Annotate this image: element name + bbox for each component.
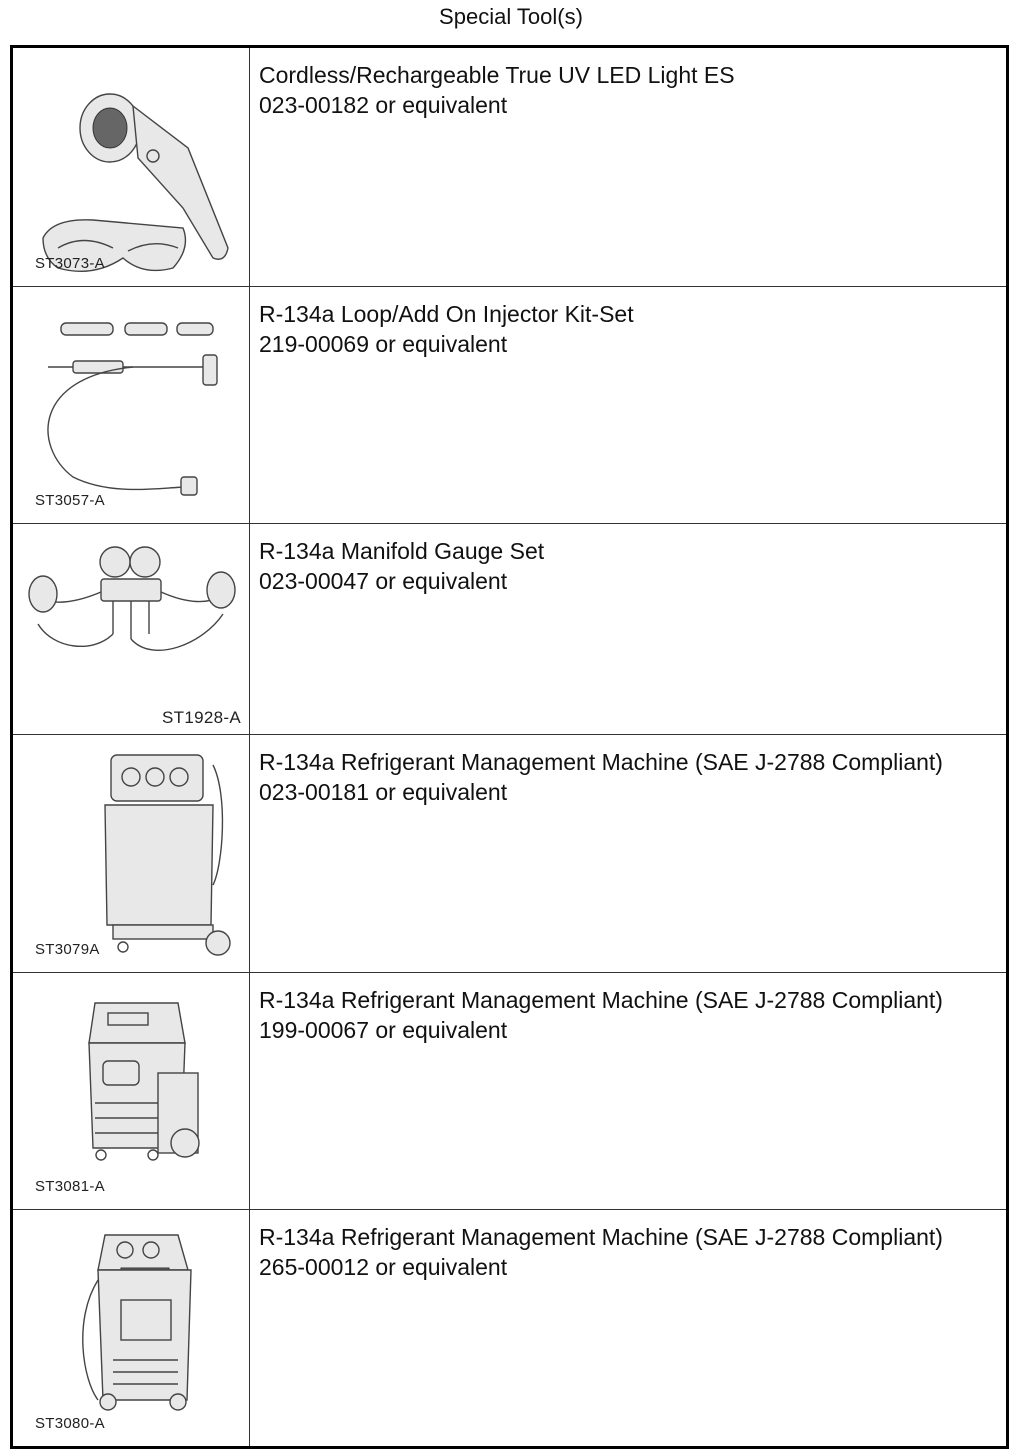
tool-row (12, 973, 1008, 1210)
tool-name: R-134a Refrigerant Management Machine (SAE J-2788 Compliant) (259, 1224, 943, 1250)
manifold-gauge-illustration (13, 524, 249, 734)
tool-code: ST3081-A (35, 1178, 105, 1195)
tool-part-number: 199-00067 or equivalent (259, 1017, 508, 1043)
tool-description-cell (250, 735, 1008, 973)
tool-row (12, 287, 1008, 524)
tool-code: ST3057-A (35, 492, 105, 509)
tool-name: R-134a Refrigerant Management Machine (SAE J-2788 Compliant) (259, 987, 943, 1013)
injector-kit-illustration (13, 287, 249, 523)
tool-name: R-134a Loop/Add On Injector Kit-Set (259, 301, 634, 327)
tool-row (12, 524, 1008, 735)
tool-code: ST3079A (35, 941, 100, 958)
refrigerant-machine-illustration (13, 973, 249, 1209)
tool-image-cell (12, 735, 250, 973)
tool-description-cell (250, 524, 1008, 735)
tool-code: ST3073-A (35, 255, 105, 272)
tool-image-cell (12, 287, 250, 524)
tool-part-number: 023-00182 or equivalent (259, 92, 508, 118)
uv-light-glasses-illustration (13, 48, 249, 286)
tool-part-number: 023-00181 or equivalent (259, 779, 508, 805)
tool-description-cell (250, 1210, 1008, 1448)
page-title: Special Tool(s) (439, 4, 583, 29)
tool-row (12, 1210, 1008, 1448)
tool-image-cell (12, 524, 250, 735)
tool-name: R-134a Refrigerant Management Machine (SAE J-2788 Compliant) (259, 749, 943, 775)
tool-part-number: 023-00047 or equivalent (259, 568, 508, 594)
tool-image-cell (12, 973, 250, 1210)
tool-code: ST1928-A (162, 708, 241, 727)
tool-code: ST3080-A (35, 1415, 105, 1432)
tool-name: R-134a Manifold Gauge Set (259, 538, 545, 564)
tool-image-cell (12, 47, 250, 287)
tool-description-cell (250, 47, 1008, 287)
refrigerant-machine-illustration (13, 735, 249, 972)
tool-row (12, 47, 1008, 287)
tool-row (12, 735, 1008, 973)
refrigerant-machine-illustration (13, 1210, 249, 1446)
tool-part-number: 219-00069 or equivalent (259, 331, 508, 357)
tool-part-number: 265-00012 or equivalent (259, 1254, 508, 1280)
tool-description-cell (250, 973, 1008, 1210)
special-tools-table (10, 45, 1009, 1449)
tool-description-cell (250, 287, 1008, 524)
tool-image-cell (12, 1210, 250, 1448)
tool-name: Cordless/Rechargeable True UV LED Light ES (259, 62, 735, 88)
